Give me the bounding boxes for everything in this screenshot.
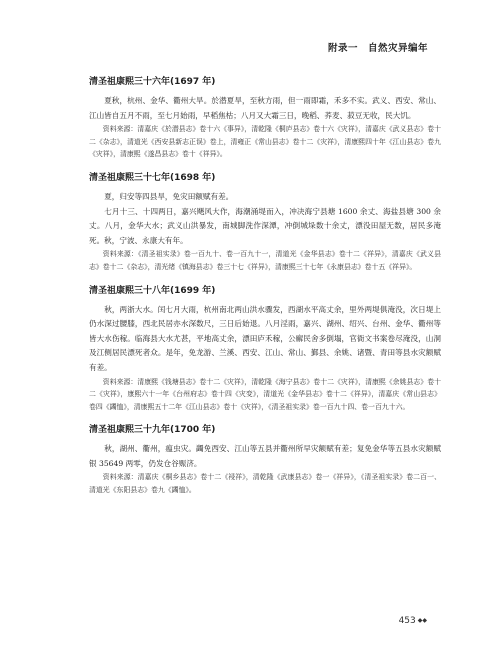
source-note: 资料来源：清嘉庆《桐乡县志》卷十二《祲祥》，清乾隆《武康县志》卷一《祥异》，《清圣祖实录》卷二百一、清道光《东阳县志》卷九《蠲恤》。 [89,473,441,495]
section-title: 清圣祖康熙三十八年(1699 年) [89,285,216,296]
section-1697 [89,74,441,161]
page-number-text: 453 [398,616,416,626]
section-1700 [89,422,441,496]
paragraph: 秋，两浙大水。闰七月大雨，杭州南北两山洪水骤发，西湖水平高丈余，里外两堤俱淹没，次日堤上仍水深过腰膝，西北民居亦水深数尺，三日后始退。八月淫雨，嘉兴、湖州、绍兴、台州、金华、衢州等皆大水伤稼。临海县大水尤甚，平地高丈余，漂田庐禾稼，公廨民舍多倒塌，官衙文书案卷尽淹没，山洞及江侧居民漂死者众。是年，免龙游、兰溪、西安、江山、常山、鄞县、余姚、诸暨、青田等县水灾额赋有差。 [89,304,441,372]
section-title: 清圣祖康熙三十六年(1697 年) [89,77,216,87]
page-content [89,74,441,506]
source-note: 资料来源：清嘉庆《於潜县志》卷十六《事异》，清乾隆《桐庐县志》卷十六《灾祥》，清嘉庆《武义县志》卷十二《杂志》，清道光《西安县新志正误》卷上，清雍正《常山县志》卷十二《灾祥》，清康熙四十年《江山县志》卷九《灾祥》，清康熙《遂昌县志》卷十《祥异》。 [89,125,441,159]
paragraph: 夏秋，杭州、金华、衢州大旱。於潜夏旱，至秋方雨，但一雨即霜，禾多不实。武义、西安、常山、江山皆自五月不雨，至七月始雨，早稻焦枯；八月又大霜三日，晚稻、荞麦、菽豆无收，民大饥。 [89,96,441,120]
section-title: 清圣祖康熙三十九年(1700 年) [89,425,216,436]
paragraph: 七月十三、十四两日，嘉兴飓风大作，海潮涌堤而入，冲决海宁县塘 1600 余丈、海盐县塘 300 余丈。八月，金华大水；武义山洪暴发，南城脚洗作深潭，冲倒城垛数十余丈，漂没田屋无数，居民多淹死。秋，宁波、永康大有年。 [89,206,441,245]
section-1698 [89,170,441,274]
running-header: 附录一 自然灾异编年 [327,43,428,54]
section-1699 [89,283,441,414]
section-title: 清圣祖康熙三十七年(1698 年) [89,172,216,183]
paragraph: 秋，湖州、衢州，瘟虫灾。蠲免西安、江山等五县并衢州所早灾额赋有差；复免金华等五县水灾额赋银 35649 两零，仍发仓谷赈济。 [89,444,441,468]
source-note: 资料来源：清康熙《钱塘县志》卷十二《灾祥》，清乾隆《海宁县志》卷十二《灾祥》，清康熙《余姚县志》卷十二《灾祥》，康熙六十一年《台州府志》卷十四《灾变》，清道光《金华县志》卷十二《祥异》，清嘉庆《常山县志》卷四《蠲恤》，清康熙五十二年《江山县志》卷十《灾祥》，《清圣祖实录》卷一百九十四、卷一百九十六。 [89,377,441,411]
source-note: 资料来源：《清圣祖实录》卷一百九十、卷一百九十一，清道光《金华县志》卷十二《祥异》，清嘉庆《武义县志》卷十二《杂志》，清光绪《镇海县志》卷三十七《祥异》，清康熙三十七年《永康县志》卷十五《祥异》。 [89,250,441,271]
paragraph: 夏，归安等四县旱，免灾田额赋有差。 [104,191,234,201]
page-ornament: ◆◆ [417,617,427,624]
page-number [399,616,427,626]
